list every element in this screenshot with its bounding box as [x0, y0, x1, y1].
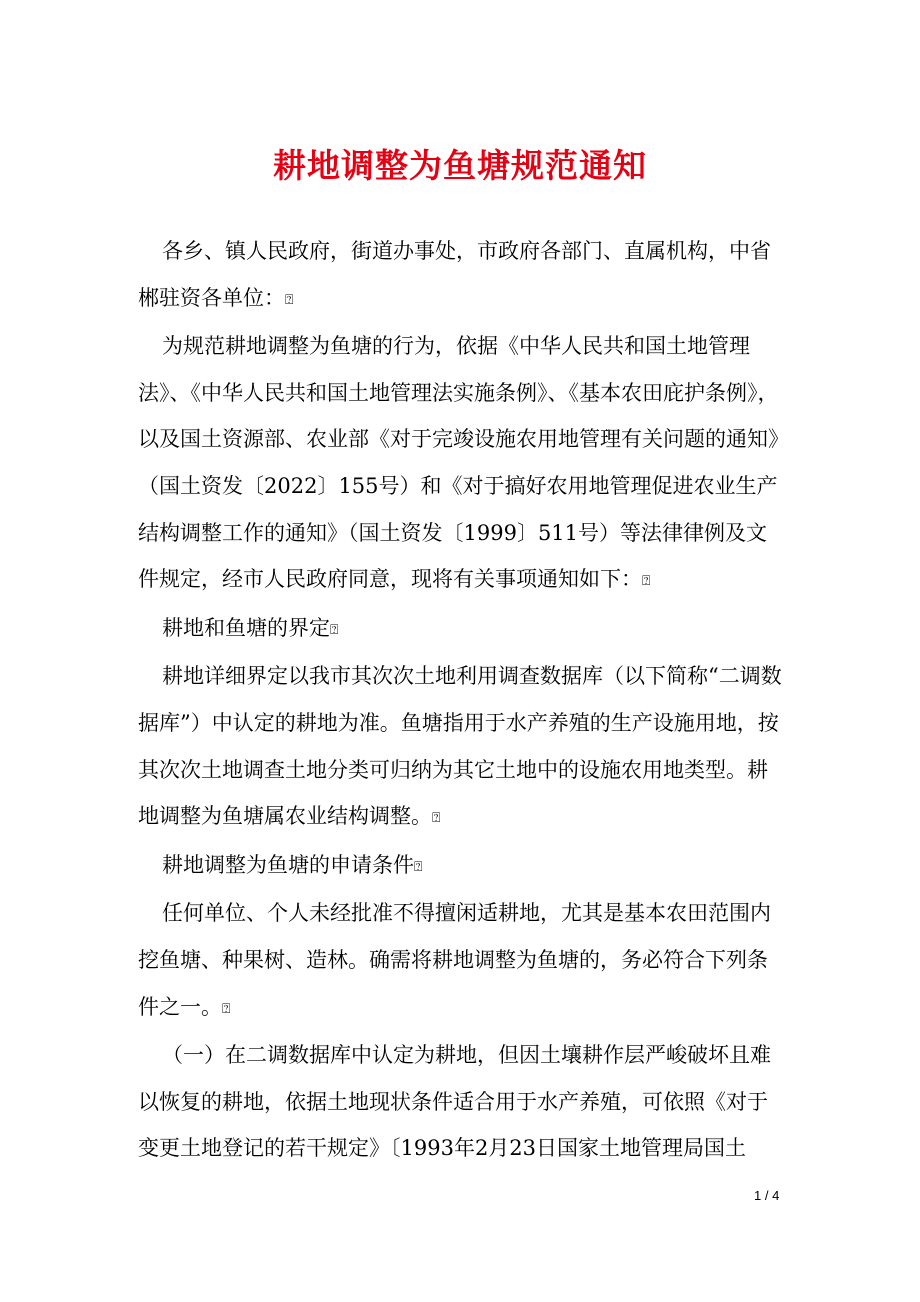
paragraph-text: 为规范耕地调整为鱼塘的行为，依据《中华人民共和国土地管理法》、《中华人民共和国土地管理法实施条例》、《基本农田庇护条例》，以及国土资源部、农业部《对于完竣设施农用地管理有关问题的通知》（国土资发〔2022〕155号）和《对于搞好农用地管理促进农业生产结构调整工作的通知》（国土资发〔1999〕511号）等法律律例及文件规定，经市人民政府同意，现将有关事项通知如下：	[138, 334, 779, 592]
page-number: 1 / 4	[754, 1188, 780, 1203]
document-body	[138, 228, 788, 1172]
paragraph-conditions	[138, 890, 788, 1032]
paragraph-text: （一）在二调数据库中认定为耕地，但因土壤耕作层严峻破坏且难以恢复的耕地，依据土地现状条件适合用于水产养殖，可依照《对于变更土地登记的若干规定》〔1993年2月23日国家土地管理局国土	[138, 1043, 771, 1161]
paragraph-condition-one	[138, 1032, 788, 1172]
paragraph-mark-icon: ⍰	[432, 810, 441, 827]
section-heading-definition	[138, 605, 788, 654]
paragraph-mark-icon: ⍰	[330, 621, 339, 638]
paragraph-definition	[138, 653, 788, 841]
paragraph-mark-icon: ⍰	[285, 291, 294, 308]
paragraph-text: 耕地和鱼塘的界定	[162, 615, 330, 640]
paragraph-text: 任何单位、个人未经批准不得擅闲适耕地，尤其是基本农田范围内挖鱼塘、种果树、造林。确需将耕地调整为鱼塘的，务必符合下列条件之一。	[138, 901, 771, 1019]
paragraph-mark-icon: ⍰	[222, 1000, 231, 1017]
document-title: 耕地调整为鱼塘规范通知	[273, 146, 647, 185]
paragraph-addressee	[138, 228, 788, 323]
paragraph-intro	[138, 323, 788, 605]
paragraph-mark-icon: ⍰	[414, 858, 423, 875]
paragraph-text: 耕地调整为鱼塘的申请条件	[162, 852, 414, 877]
paragraph-text: 耕地详细界定以我市其次次土地利用调查数据库（以下简称“二调数据库”）中认定的耕地为准。鱼塘指用于水产养殖的生产设施用地，按其次次土地调查土地分类可归纳为其它土地中的设施农用地类型。耕地调整为鱼塘属农业结构调整。	[138, 664, 782, 829]
section-heading-conditions	[138, 842, 788, 891]
paragraph-mark-icon: ⍰	[642, 573, 651, 590]
paragraph-text: 各乡、镇人民政府，街道办事处，市政府各部门、直属机构，中省郴驻资各单位：	[138, 239, 771, 310]
